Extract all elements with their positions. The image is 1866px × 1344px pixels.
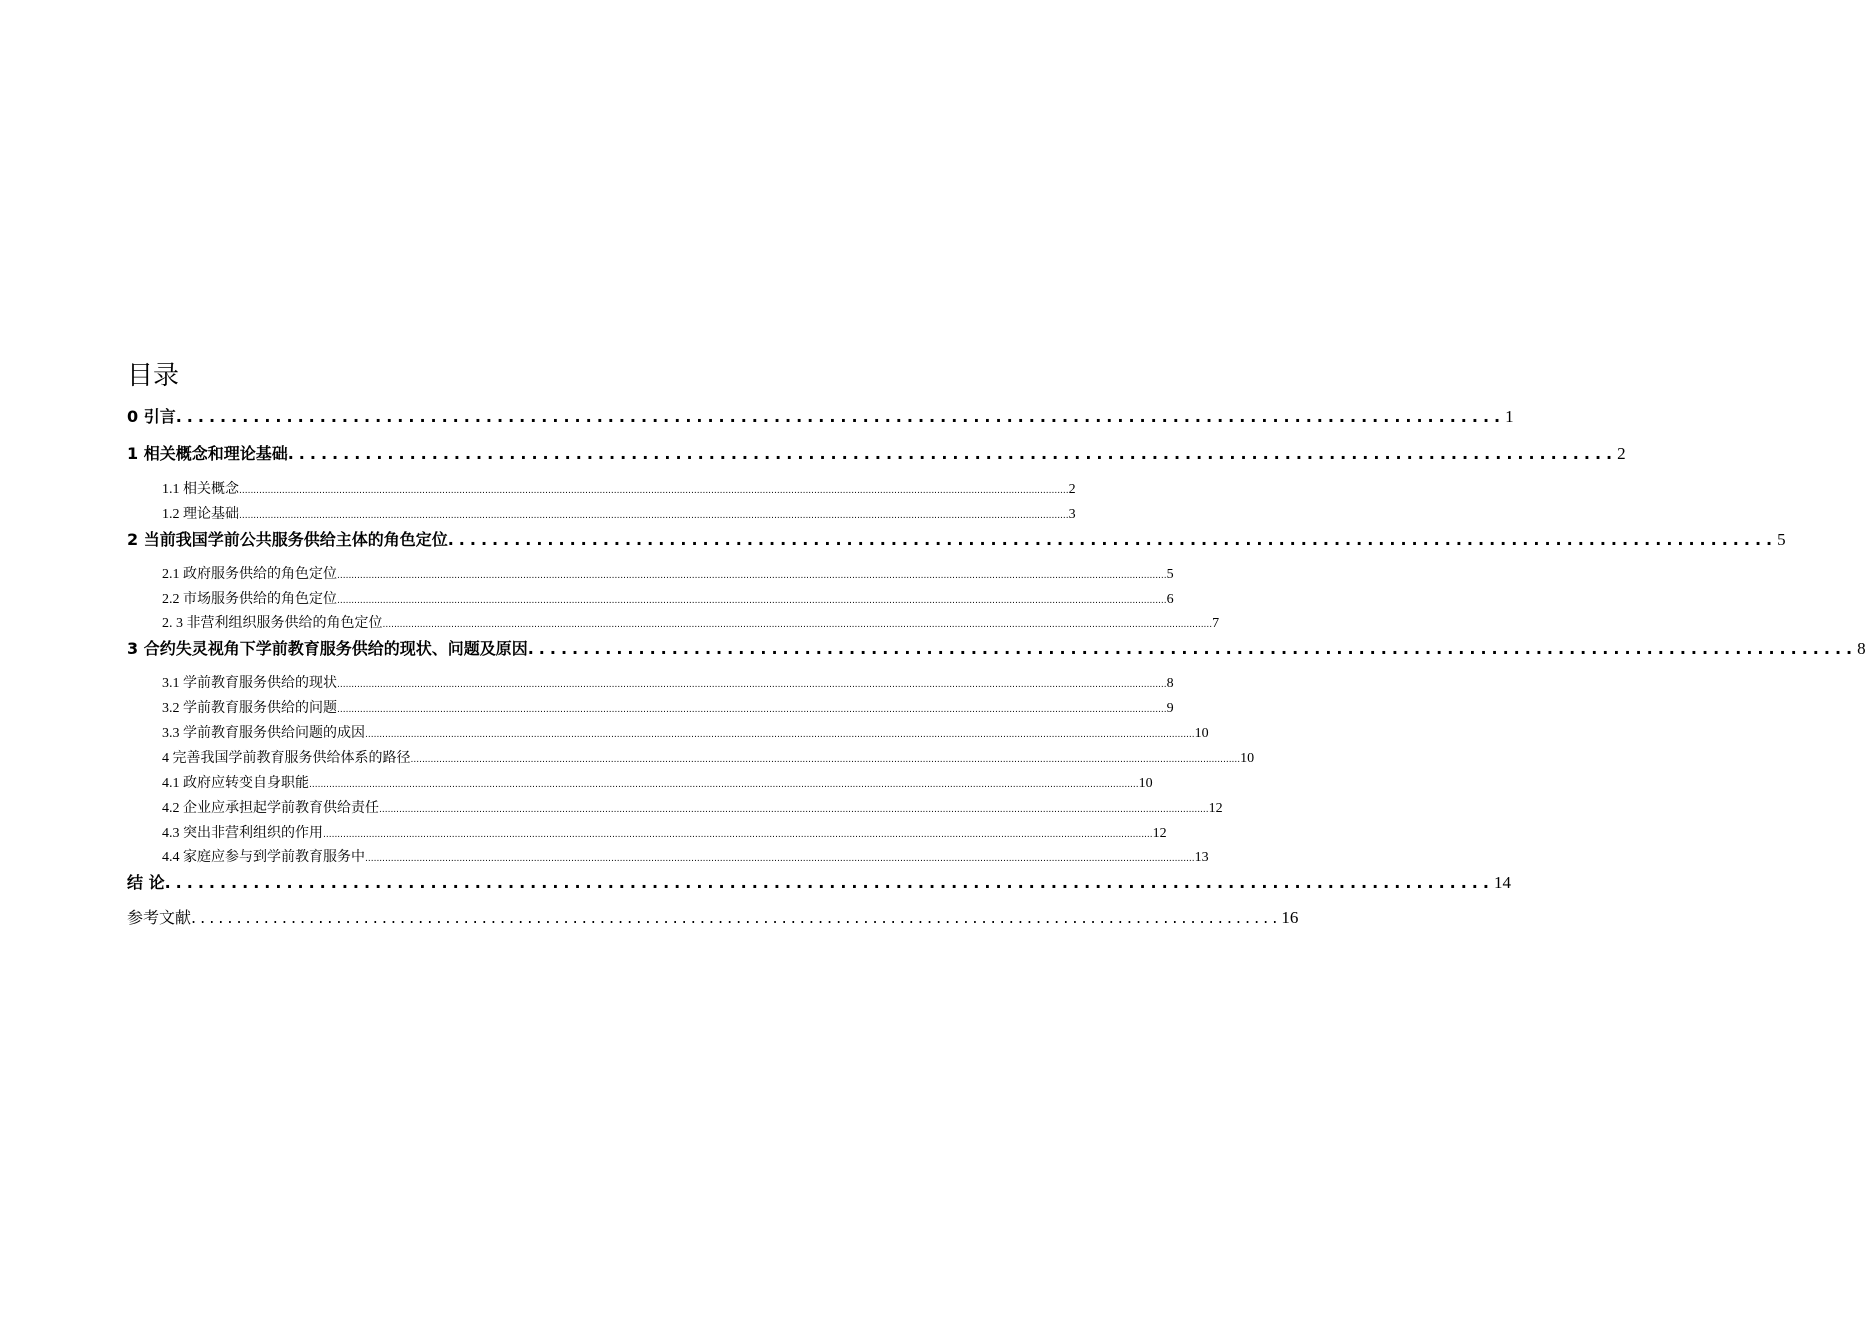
toc-entry[interactable] — [127, 772, 1153, 792]
dot-leader: .................................................................................................................................................................................................................................................................................................. — [379, 805, 1209, 815]
toc-entry-page: 9 — [1166, 701, 1174, 716]
toc-entry-page: 16 — [1281, 908, 1299, 927]
dot-leader: .................................................................................................................................................................................................................................................................................................. — [323, 830, 1153, 840]
toc-entry-page: 10 — [1138, 776, 1153, 791]
toc-entry-label: 0 引言 — [127, 407, 176, 426]
toc-entry-page: 6 — [1166, 592, 1174, 607]
dot-leader: ........................................................................................................................ — [191, 908, 1282, 927]
dot-leader: .................................................................................................................................................................................................................................................................................................. — [337, 680, 1167, 690]
toc-entry[interactable] — [127, 846, 1209, 866]
toc-entry-label: 3.2 学前教育服务供给的问题 — [162, 701, 337, 716]
toc-entry[interactable] — [127, 527, 1786, 550]
toc-entry-label: 4.2 企业应承担起学前教育供给责任 — [162, 801, 379, 816]
toc-entry[interactable] — [127, 797, 1223, 817]
toc-entry-page: 5 — [1166, 567, 1174, 582]
toc-entry-page: 3 — [1068, 507, 1076, 522]
toc-entry[interactable] — [127, 563, 1174, 583]
toc-entry-label: 4.4 家庭应参与到学前教育服务中 — [162, 850, 365, 865]
dot-leader: .................................................................................................................................................................................................................................................................................................. — [239, 511, 1069, 521]
toc-entry-label: 1.1 相关概念 — [162, 482, 239, 497]
dot-leader: .................................................................................................................................................................................................................................................................................................. — [239, 486, 1069, 496]
toc-entry-label: 结 论 — [127, 873, 165, 892]
toc-entry-page: 10 — [1194, 726, 1209, 741]
toc-entry[interactable] — [127, 588, 1174, 608]
toc-entry-label: 4.1 政府应转变自身职能 — [162, 776, 309, 791]
dot-leader: ........................................................................................................................ — [164, 873, 1494, 892]
toc-entry-page: 12 — [1152, 826, 1167, 841]
toc-entry-page: 13 — [1194, 850, 1209, 865]
toc-entry-page: 2 — [1617, 444, 1626, 463]
toc-entry-page: 12 — [1208, 801, 1223, 816]
toc-entry-label: 4 完善我国学前教育服务供给体系的路径 — [162, 751, 411, 766]
toc-entry[interactable] — [127, 905, 1299, 928]
dot-leader: .................................................................................................................................................................................................................................................................................................. — [365, 854, 1195, 864]
toc-entry[interactable] — [127, 722, 1209, 742]
toc-entry-label: 1 相关概念和理论基础 — [127, 444, 288, 463]
toc-entry-label: 3.1 学前教育服务供给的现状 — [162, 676, 337, 691]
dot-leader: ........................................................................................................................ — [175, 407, 1506, 426]
toc-entry-label: 4.3 突出非营利组织的作用 — [162, 826, 323, 841]
toc-entry[interactable] — [127, 503, 1076, 523]
toc-entry-label: 2. 3 非营利组织服务供给的角色定位 — [162, 616, 383, 631]
toc-entry-label: 参考文献 — [127, 908, 192, 927]
toc-entry-page: 1 — [1505, 407, 1514, 426]
dot-leader: ........................................................................................................................ — [527, 639, 1858, 658]
dot-leader: .................................................................................................................................................................................................................................................................................................. — [337, 571, 1167, 581]
toc-entry-label: 2.1 政府服务供给的角色定位 — [162, 567, 337, 582]
dot-leader: .................................................................................................................................................................................................................................................................................................. — [365, 730, 1195, 740]
toc-entry-page: 5 — [1777, 530, 1786, 549]
toc-entry-label: 2.2 市场服务供给的角色定位 — [162, 592, 337, 607]
toc-entry[interactable] — [127, 697, 1174, 717]
toc-entry-label: 1.2 理论基础 — [162, 507, 239, 522]
dot-leader: .................................................................................................................................................................................................................................................................................................. — [382, 620, 1213, 630]
toc-entry[interactable] — [127, 636, 1866, 659]
toc-entry-label: 2 当前我国学前公共服务供给主体的角色定位 — [127, 530, 448, 549]
dot-leader: .................................................................................................................................................................................................................................................................................................. — [337, 705, 1167, 715]
toc-entry-page: 14 — [1493, 873, 1511, 892]
toc-entry[interactable] — [127, 478, 1076, 498]
dot-leader: .................................................................................................................................................................................................................................................................................................. — [337, 596, 1167, 606]
dot-leader: ........................................................................................................................ — [447, 530, 1778, 549]
toc-entry[interactable] — [127, 672, 1174, 692]
toc-entry[interactable] — [127, 404, 1514, 427]
toc-entry[interactable] — [127, 822, 1167, 842]
table-of-contents — [127, 0, 1866, 1344]
dot-leader: ........................................................................................................................ — [287, 444, 1618, 463]
toc-entry[interactable] — [127, 441, 1626, 464]
toc-entry-page: 7 — [1212, 616, 1220, 631]
toc-entry[interactable] — [127, 870, 1511, 893]
toc-entry-page: 8 — [1166, 676, 1174, 691]
toc-entry[interactable] — [127, 747, 1255, 767]
toc-entry-label: 3 合约失灵视角下学前教育服务供给的现状、问题及原因 — [127, 639, 528, 658]
toc-entry-label: 3.3 学前教育服务供给问题的成因 — [162, 726, 365, 741]
toc-entry-page: 2 — [1068, 482, 1076, 497]
toc-title: 目录 — [127, 361, 180, 391]
toc-entry[interactable] — [127, 612, 1220, 632]
toc-entry-page: 8 — [1857, 639, 1866, 658]
dot-leader: .................................................................................................................................................................................................................................................................................................. — [410, 755, 1241, 765]
toc-entry-page: 10 — [1240, 751, 1255, 766]
dot-leader: .................................................................................................................................................................................................................................................................................................. — [309, 780, 1139, 790]
